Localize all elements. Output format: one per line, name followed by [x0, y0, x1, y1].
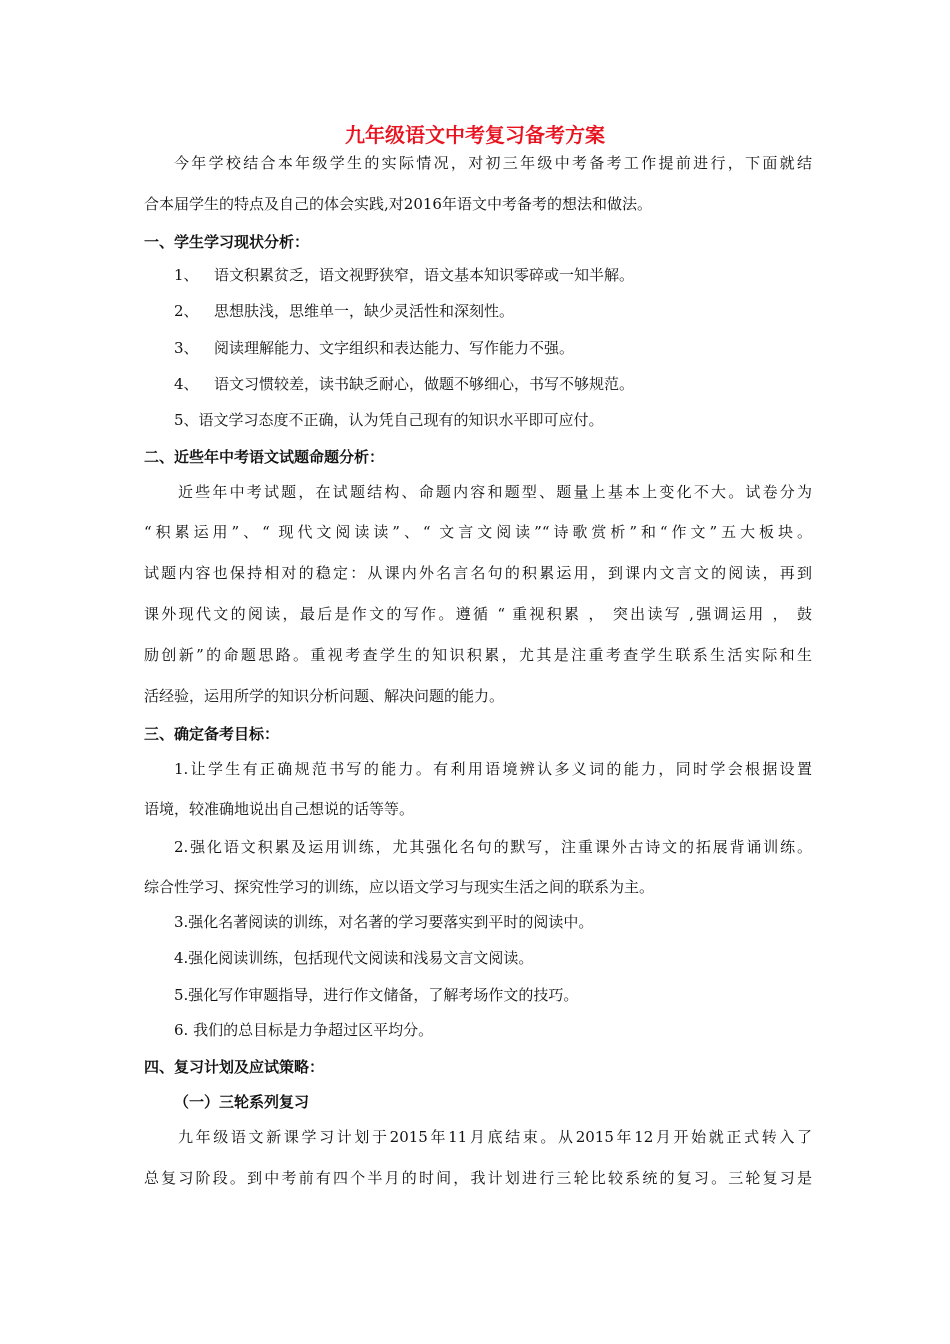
item-number: 2、: [174, 302, 199, 320]
section3-line-2: 语境，较准确地说出自己想说的话等等。: [144, 800, 415, 818]
item-number: 3、: [174, 339, 199, 357]
item-text: 思想肤浅，思维单一，缺少灵活性和深刻性。: [214, 302, 515, 320]
section4-heading: 四、复习计划及应试策略：: [144, 1058, 325, 1076]
section1-item-4: [174, 374, 812, 394]
section1-item-2: [174, 301, 812, 321]
item-number: 4、: [174, 375, 199, 393]
section3-line-5: 3.强化名著阅读的训练，对名著的学习要落实到平时的阅读中。: [174, 913, 594, 931]
section3-line-4: 综合性学习、探究性学习的训练，应以语文学习与现实生活之间的联系为主。: [144, 878, 655, 896]
section2-line-1: 近些年中考试题，在试题结构、命题内容和题型、题量上基本上变化不大。试卷分为: [178, 483, 812, 501]
item-text: 语文积累贫乏，语文视野狭窄，语文基本知识零碎或一知半解。: [214, 266, 635, 284]
section4-subheading: （一）三轮系列复习: [174, 1093, 310, 1111]
section4-line-1: 九年级语文新课学习计划于2015年11月底结束。从2015年12月开始就正式转入了: [178, 1128, 812, 1146]
section2-line-3: 试题内容也保持相对的稳定：从课内外名言名句的积累运用，到课内文言文的阅读，再到: [144, 564, 812, 582]
section4-line-2: 总复习阶段。到中考前有四个半月的时间，我计划进行三轮比较系统的复习。三轮复习是: [144, 1169, 812, 1187]
section1-item-5: 5、语文学习态度不正确，认为凭自己现有的知识水平即可应付。: [174, 411, 604, 429]
section3-line-8: 6. 我们的总目标是力争超过区平均分。: [174, 1021, 434, 1039]
section2-line-6: 活经验，运用所学的知识分析问题、解决问题的能力。: [144, 687, 505, 705]
section2-heading: 二、近些年中考语文试题命题分析：: [144, 448, 385, 466]
item-text: 阅读理解能力、文字组织和表达能力、写作能力不强。: [214, 339, 575, 357]
section1-item-3: [174, 338, 812, 358]
section3-line-7: 5.强化写作审题指导，进行作文储备，了解考场作文的技巧。: [174, 986, 579, 1004]
section2-line-5: 励创新”的命题思路。重视考查学生的知识积累，尤其是注重考查学生联系生活实际和生: [144, 646, 812, 664]
section3-heading: 三、确定备考目标：: [144, 725, 280, 743]
section3-line-6: 4.强化阅读训练，包括现代文阅读和浅易文言文阅读。: [174, 949, 534, 967]
section2-line-2: “积累运用”、“ 现代文阅读读”、“ 文言文阅读”“诗歌赏析”和“作文”五大板块。: [144, 523, 812, 541]
section3-line-1: 1.让学生有正确规范书写的能力。有利用语境辨认多义词的能力，同时学会根据设置: [174, 760, 812, 778]
document-title: 九年级语文中考复习备考方案: [345, 123, 605, 147]
section1-item-1: [174, 265, 812, 285]
section2-line-4: 课外现代文的阅读，最后是作文的写作。遵循 “ 重视积累 ， 突出读写 ,强调运用 ， 鼓: [144, 605, 812, 623]
section3-line-3: 2.强化语文积累及运用训练，尤其强化名句的默写，注重课外古诗文的拓展背诵训练。: [174, 838, 812, 856]
section1-heading: 一、学生学习现状分析：: [144, 233, 310, 251]
item-text: 语文习惯较差，读书缺乏耐心，做题不够细心，书写不够规范。: [214, 375, 635, 393]
intro-line-2: 合本届学生的特点及自己的体会实践,对2016年语文中考备考的想法和做法。: [144, 195, 652, 213]
intro-line-1: 今年学校结合本年级学生的实际情况，对初三年级中考备考工作提前进行，下面就结: [174, 154, 812, 172]
item-number: 1、: [174, 266, 199, 284]
